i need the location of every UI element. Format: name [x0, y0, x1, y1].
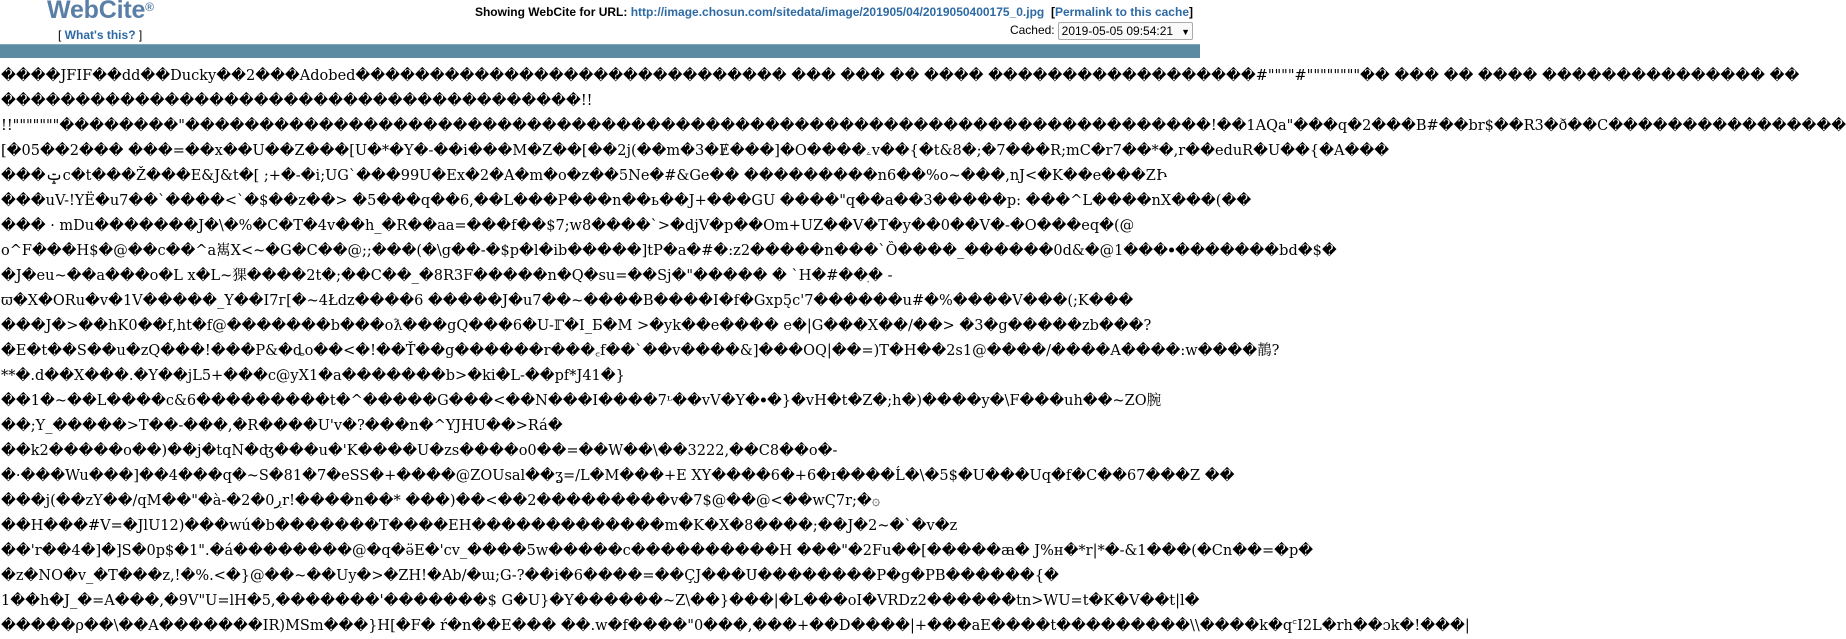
cached-date-select[interactable]	[1058, 22, 1193, 40]
url-line	[475, 5, 1193, 19]
content-line: !!"""""""��������"���������������������������������������������������������������������!��1AQa"���q�2���B#��br$��R3�ð��C����������������	[1, 118, 1846, 134]
content-line: ���ݓc�t���Ž���E&J&t�[ ;+�-�i;UG`���99U�Ex�2�A�m�o�z��5Ne�#&Ge�� ���������n6��%o~���,nJ<�K��e���ZԻ	[1, 168, 1168, 184]
content-line: �·���Wu���]��4���q�~S�81�7�eSS�+����@ZOUsal��ʓ=/L�M���+E XY����6�+6�ɪ����Ĺ�\�5$�U���Uq�f�C��67���Z ��	[1, 468, 1235, 484]
content-line: ���������������������������������������!!	[1, 93, 593, 109]
content-line: �����ρ��\��A�������IR)MSm���}H[�F� ŕ�n��E��� ��.w�f����"0���,���+��D����|+���aE����t���������\\����k�q꜂I2L�rh��ɔk�!���|	[1, 618, 1470, 634]
permalink-link[interactable]: Permalink to this cache	[1054, 5, 1189, 19]
chevron-down-icon: ▼	[1181, 27, 1190, 37]
cached-binary-content	[0, 58, 1846, 634]
content-line: �z�NO�v_�T���z,!�%.<�}@��~��Uy�>�ZH!�Ab/�ɯ;G-?��i�6����=��ÇJ���Ս��������P�g�PB������{�	[1, 568, 1059, 584]
content-line: ��;Y_�����>T��-���,�R����U'v�?���n�^YJHU��>Rá�	[1, 418, 563, 434]
permalink-close-bracket: ]	[1189, 5, 1193, 19]
showing-label: Showing WebCite for URL:	[474, 5, 631, 19]
content-line: o^F���H$�@��c��^a嶲X<~�G�C��@;;���(�\g��-�$p�l�ib�����]tP�a�#�:z2�����n���`Ȍ����_������0d&�@1���ꔷ�������bd�$�	[1, 243, 1337, 259]
content-line: ��H���#V=�JlU12)���wú�b�������T����EH�������������m�K�X�8����;��J�2~�`�v�z	[1, 518, 958, 534]
registered-mark: ®	[145, 0, 154, 14]
content-line: �J�eu~��a���o�L x�L~猓����2t�;��C��_�8R3F�����n�Q�su=��Sj�"����� � `H�#��ֽ� -	[1, 268, 893, 284]
permalink-open-bracket: [	[1050, 5, 1055, 19]
whats-this-close-bracket: ]	[135, 28, 143, 42]
content-line: �E�t��S��u�zQ���!���P&�ȡo��<�!��Ť��g������r���꜀f��`��v����&]���OQ|��=)T�H��2s1@����/����A����:w����鶄?	[1, 343, 1280, 359]
cached-date-value: 2019-05-05 09:54:21	[1061, 24, 1174, 38]
content-line: ���uV-!YË�u7��`����<`�$��z��> �5���q��6,��L���P���n��ь��J+���GU ����"q��a��3�����p: ���^L����nX���(��	[1, 193, 1252, 209]
content-line: ��k2�����o��)��j�tqN�ʤ���u�'K����U�zs����o0��=��W��\��3222,��C8��o�-	[1, 443, 838, 459]
webcite-header	[0, 0, 1200, 44]
content-line: ϖ�X�ORu�v�1V�����_Y��I7ᴦ[�~4Łdz����6 �����J�u7��~����B����I�f�Gxp5̨c'7������u#�%����V���(;K���	[1, 293, 1134, 309]
content-line: ��1�~��L����c&6���������t�^�����G���<��N���I����7ᶫ��vV�Y�ꔷ�}�vH�t�Z�;h�)����y�\F���uh��~ZO腕	[1, 393, 1162, 409]
content-line: ���j(��zY��/qM��"�à-�2�0ڔr!����n��* ���)��<��2���������v�7$@��@<��wϚ7r;�۞	[1, 493, 881, 509]
content-line: 1��h�J_�=A���,�9V"U=lH�5,�������'�������$ G�U}�Y������~Z\��}���|�L���oI�VRDz2������tn>WU=t�K�V��t|l�	[1, 593, 1200, 609]
whats-this-open-bracket: [	[58, 28, 65, 42]
cached-line	[1010, 22, 1193, 40]
content-line: ��'r��4�]�]S�0p$�1".�á��������@�q�ӛE�'cv_����5w�����c����������H ���"�2Fu��[�����ꜳ� J%н�*r|*�-&1���(�Cn��=�p�	[1, 543, 1314, 559]
whats-this-wrapper	[58, 28, 142, 42]
content-line: ��� · mDu�������J�\�%�C�T�4v��h_�R��aa=���f��$7;w8����`>�djV�p��Om+UZ��V�T�y��0��V�-�O���eq�(@	[1, 218, 1135, 234]
webcite-logo[interactable]	[47, 0, 154, 25]
content-line: [�05��2��� ���=��x��U��Z���[U�*�Y�-��i���M�Z��[��2j(��m�3�Ɇ���]�O����ۦv��{�t&8�;�7���R;mC�r7��*�,r��eduR�U��{�A���	[1, 143, 1390, 159]
content-line: **�.d��X���.�Y��jL5+���c@yX1�a�������b>�ki�L-��pf*J41�}	[1, 368, 625, 384]
content-line: ���J�>��hK0��f,ht�f@�������b���oƛ���gQ���6�U-ℾ�I_Б�M >�yk��e���� e�|G���X��/��> �3�g�����zb���?	[1, 318, 1152, 334]
source-url-link[interactable]: http://image.chosun.com/sitedata/image/201905/04/2019050400175_0.jpg	[630, 5, 1045, 19]
cached-label: Cached:	[1009, 23, 1055, 38]
whats-this-link[interactable]: What's this?	[64, 28, 136, 42]
header-divider-bar	[0, 44, 1200, 58]
logo-text: WebCite	[47, 0, 146, 24]
content-line: ����JFIF��dd��Ducky��2���Adobed����������������������������� ��� ��� �� ���� ������������������#""""#""""""""�� ��� �� ���� ��������������� ��	[1, 68, 1800, 84]
